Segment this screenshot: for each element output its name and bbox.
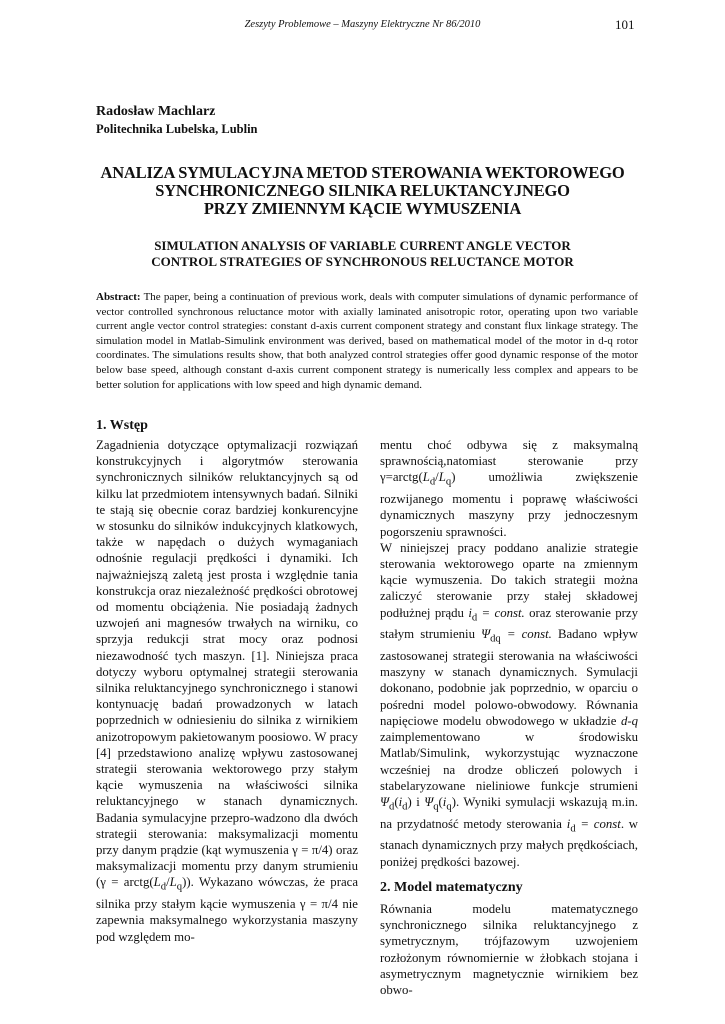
math-sub-d: d [429, 476, 436, 488]
intro-text-end: )). Wykazano wówczas, że praca silnika przy stałym kącie wymuszenia γ = π/4 nie zapewnia maksymalnego wykorzystania maszyny pod względem mo- [96, 875, 358, 944]
title-english-line: SIMULATION ANALYSIS OF VARIABLE CURRENT ANGLE VECTOR [154, 238, 571, 253]
math-sub-q: q [446, 801, 452, 813]
math-const: = const [575, 816, 621, 831]
text: ) i [407, 794, 425, 809]
math-sub-d: d [160, 882, 167, 894]
title-english-line: CONTROL STRATEGIES OF SYNCHRONOUS RELUCTANCE MOTOR [151, 254, 574, 269]
math-sub-q: q [433, 801, 439, 813]
left-column [96, 437, 358, 945]
math-psi: Ψ [481, 627, 491, 642]
text: W niniejszej pracy poddano analizie strategie sterowania wektorowego oparte na zmiennym kącie wymuszenia. Do takich strategii można zaliczyć sterowanie przy stałej składowej podłużnej prądu [380, 540, 638, 620]
math-psi: Ψ [424, 794, 434, 809]
section-heading-model: 2. Model matematyczny [380, 879, 523, 895]
author-affiliation: Politechnika Lubelska, Lublin [96, 122, 258, 136]
text: zaimplementowano w środowisku Matlab/Simulink, wykorzystując wyznaczone wcześniej na drodze obliczeń polowych i stabelaryzowane nieliniowe funkcje strumieni [380, 730, 638, 793]
math-sub-q: q [176, 882, 183, 894]
title-polish-line: PRZY ZMIENNYM KĄCIE WYMUSZENIA [203, 199, 522, 218]
math-l: L [169, 875, 177, 890]
abstract-label: Abstract: [96, 291, 141, 303]
math-sub-dq: dq [490, 633, 501, 645]
title-polish [90, 164, 635, 218]
text: oraz sterowanie przy stałym strumieniu [380, 605, 639, 642]
math-sub-q: q [445, 476, 452, 488]
model-paragraph: Równania modelu matematycznego synchronicznego silnika reluktancyjnego z symetrycznym, trójfazowym uzwojeniem rozłożonym równomiernie w żłobkach stojana i asymetrycznym magnetycznie wirnikiem bez obwo- [380, 902, 638, 998]
math-i: i [566, 816, 571, 831]
intro-paragraph-2 [380, 540, 638, 870]
math-slash: / [166, 875, 170, 890]
math-l: L [153, 875, 161, 890]
math-l: L [422, 470, 430, 485]
math-i: i [442, 794, 447, 809]
text: ) umożliwia zwiększenie rozwijanego momentu i poprawę właściwości dynamicznych maszyny przy jednoczesnym pogorszeniu sprawności. [380, 470, 638, 539]
math-psi: Ψ [380, 794, 389, 809]
text: ). Wyniki symulacji wskazują m.in. na przydatność metody sterowania [380, 794, 638, 831]
title-english [90, 238, 635, 270]
section-heading-intro: 1. Wstęp [96, 418, 148, 433]
author-name: Radosław Machlarz [96, 104, 216, 119]
abstract-text: The paper, being a continuation of previous work, deals with computer simulations of dynamic performance of vector controlled synchronous reluctance motor with axially laminated anisotropic rotor, operating upon two variable current angle vector control strategies: constant d-axis current component strategy and constant flux linkage strategy. The simulation model in Matlab-Simulink environment was derived, based on mathematical model of the motor in d-q rotor coordinates. The simulations results show, that both analyzed control strategies offer good dynamic response of the motor below base speed, although constant d-axis current component strategy is numerically less complex and appears to be better solution for applications with low speed and high dynamic demand. [96, 291, 638, 391]
text: ( [438, 794, 443, 809]
math-sub-d: d [570, 823, 576, 835]
title-polish-line: SYNCHRONICZNEGO SILNIKA RELUKTANCYJNEGO [155, 181, 570, 200]
right-column [380, 437, 638, 998]
intro-text: Zagadnienia dotyczące optymalizacji rozwiązań konstrukcyjnych i algorytmów sterowania synchronicznych silników reluktancyjnych są od kilku lat przedmiotem intensywnych badań. Silniki te stają się obecnie coraz bardziej konkurencyjne w stosunku do silników indukcyjnych klatkowych, także w napędach o dużych wymaganiach odnośnie regulacji prędkości i dynamiki. Ich najważniejszą zaletą jest prosta i względnie tania konstrukcja oraz niezależność prędkości obrotowej od momentu obciążenia. Nie posiadają żadnych uzwojeń ani magnesów trwałych na wirniku, co sprzyja redukcji strat mocy oraz podnosi niezawodność tych maszyn. [1]. Niniejsza praca dotyczy wyboru optymalnej strategii sterowania silnika reluktancyjnego synchronicznego i stanowi kontynuację badań prowadzonych w latach poprzednich w odniesieniu do silnika z wirnikiem anizotropowym pakietowanym poosiowo. W pracy [4] przedstawiono analizę wpływu zastosowanej strategii sterowania wektorowego przy stałym kącie wymuszenia na właściwości silnika reluktancyjnego w stanach dynamicznych. Badania symulacyjne przepro-wadzono dla dwóch strategii sterowania: maksymalizacji momentu przy danym prądzie (kąt wymuszenia γ = π/4) oraz maksymalizacji momentu przy danym strumieniu (γ = arctg( [96, 438, 358, 890]
text: mentu choć odbywa się z maksymalną sprawnością,natomiast sterowanie przy γ=arctg( [380, 438, 638, 485]
math-const: = const. [477, 605, 525, 620]
text: ( [394, 794, 399, 809]
math-sub-d: d [389, 801, 395, 813]
title-polish-line: ANALIZA SYMULACYJNA METOD STEROWANIA WEKTOROWEGO [100, 163, 625, 182]
math-dq: d-q [620, 713, 638, 728]
text: Badano wpływ zastosowanej strategii sterowania na właściwości maszyny w stanach dynamicznych. Symulacji dokonano, podobnie jak poprzednio, w oparciu o pośredni model polowo-obwodowy. Równania napięciowe modelu obwodowego w układzie [380, 627, 639, 728]
math-sub-d: d [402, 801, 408, 813]
math-sub-d: d [471, 612, 478, 624]
math-const: = const. [500, 627, 552, 642]
page-number: 101 [615, 17, 635, 32]
math-i: i [468, 605, 472, 620]
intro-paragraph-cont: mentu choć odbywa się z maksymalną sprawnością,natomiast sterowanie przy $\gamma=arctg(L_d/L_q)$ umożliwia zwiększenie rozwijanego momentu i poprawę właściwości dynamicznych maszyny przy jednoczesnym pogorszeniu sprawności. [380, 438, 638, 539]
text: . w stanach dynamicznych przy małych prędkościach, poniżej prędkości bazowej. [380, 816, 639, 869]
math-i: i [398, 794, 403, 809]
running-head: Zeszyty Problemowe – Maszyny Elektryczne Nr 86/2010 [244, 19, 481, 30]
intro-paragraph [96, 437, 358, 945]
abstract [96, 290, 638, 392]
math-l: L [438, 470, 446, 485]
